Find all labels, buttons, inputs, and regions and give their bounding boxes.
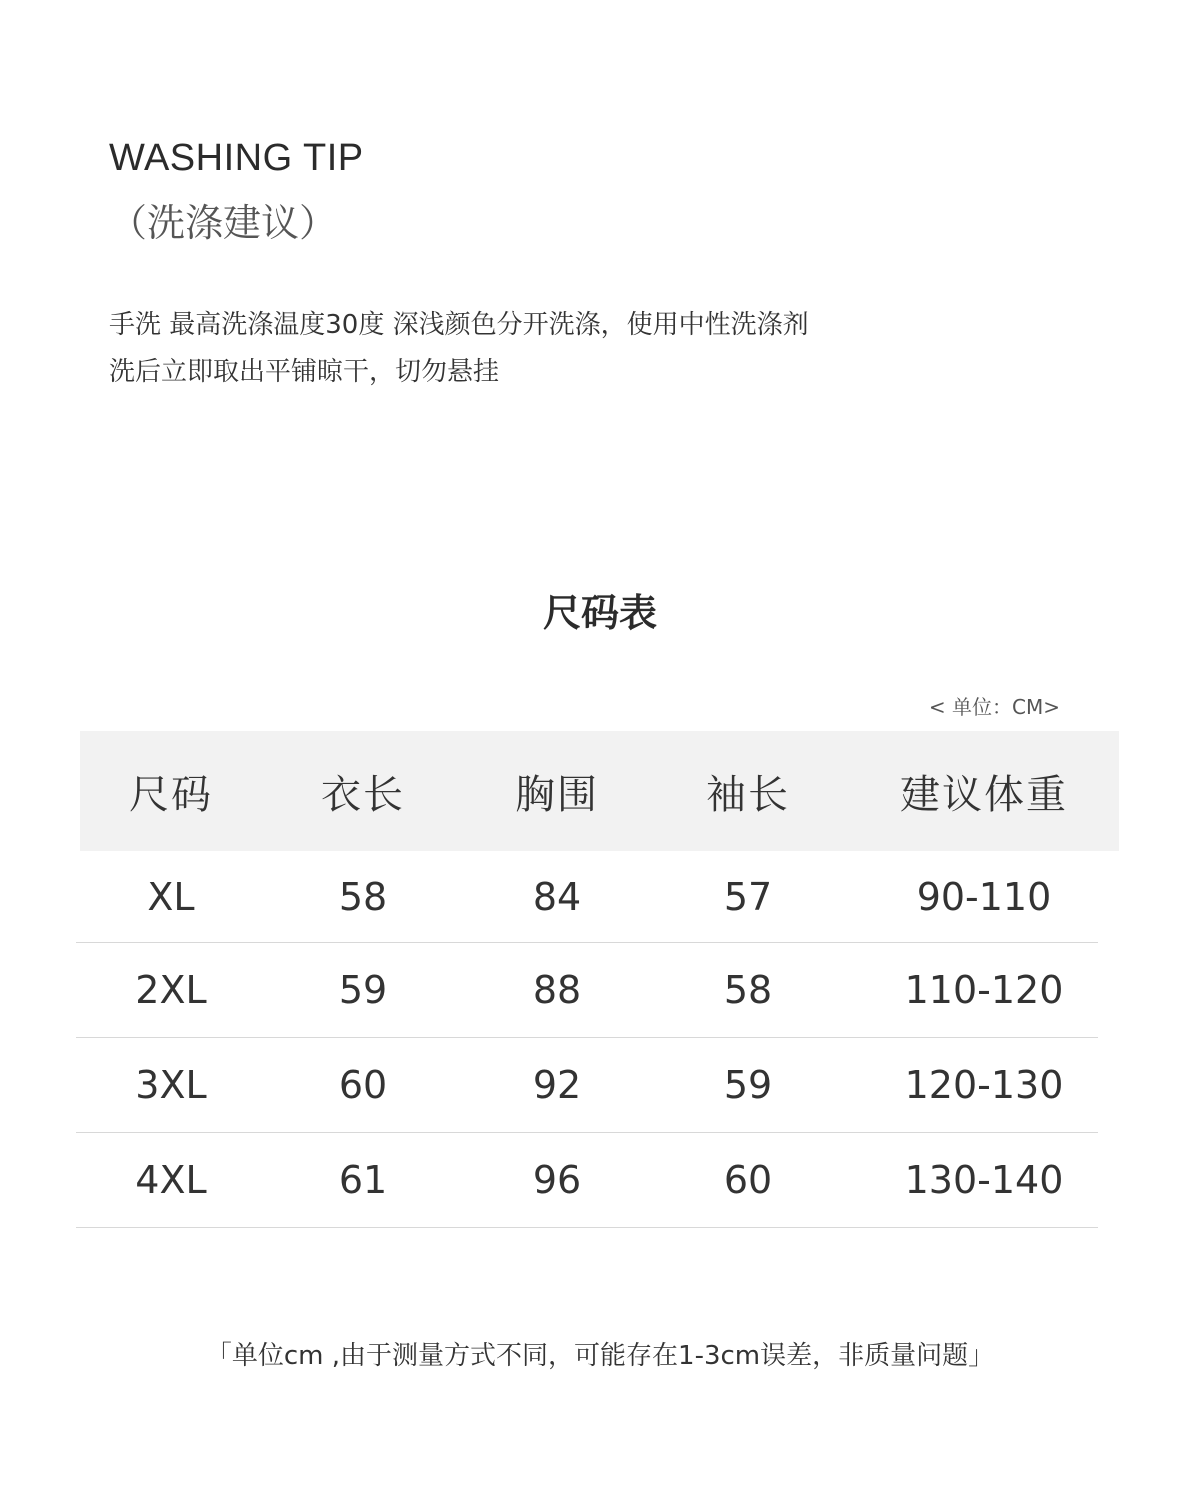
table-row bbox=[76, 1133, 1098, 1228]
table-header-row bbox=[80, 731, 1119, 851]
table-row bbox=[76, 943, 1098, 1038]
cell-sleeve: 58 bbox=[723, 968, 773, 1012]
cell-length: 60 bbox=[338, 1063, 388, 1107]
cell-sleeve: 57 bbox=[723, 874, 773, 919]
header-weight: 建议体重 bbox=[900, 771, 1068, 818]
cell-chest: 88 bbox=[532, 968, 582, 1012]
cell-weight: 120-130 bbox=[904, 1063, 1064, 1107]
header-size: 尺码 bbox=[129, 771, 213, 818]
size-chart-title: 尺码表 bbox=[542, 591, 657, 635]
washing-instructions bbox=[109, 302, 809, 396]
table-row bbox=[76, 851, 1098, 943]
cell-chest: 96 bbox=[532, 1158, 582, 1202]
cell-size: 2XL bbox=[135, 968, 207, 1012]
cell-length: 59 bbox=[338, 968, 388, 1012]
cell-size: 4XL bbox=[135, 1158, 207, 1202]
unit-note: < 单位：CM> bbox=[928, 695, 1060, 719]
cell-size: 3XL bbox=[135, 1063, 207, 1107]
cell-length: 58 bbox=[338, 874, 388, 919]
table-row bbox=[76, 1038, 1098, 1133]
washing-instruction-line: 洗后立即取出平铺晾干，切勿悬挂 bbox=[109, 357, 500, 387]
washing-instruction-line: 手洗 最高洗涤温度30度 深浅颜色分开洗涤，使用中性洗涤剂 bbox=[109, 310, 809, 340]
size-table bbox=[76, 731, 1119, 1228]
cell-sleeve: 60 bbox=[723, 1158, 773, 1202]
header-length: 衣长 bbox=[321, 771, 405, 818]
washing-tip-subtitle: （洗涤建议） bbox=[109, 201, 338, 245]
washing-tip-title: WASHING TIP bbox=[109, 137, 364, 179]
cell-weight: 110-120 bbox=[904, 968, 1064, 1012]
cell-size: XL bbox=[147, 874, 195, 919]
cell-chest: 92 bbox=[532, 1063, 582, 1107]
cell-weight: 90-110 bbox=[916, 874, 1052, 919]
cell-length: 61 bbox=[338, 1158, 388, 1202]
header-sleeve: 袖长 bbox=[706, 771, 790, 818]
cell-sleeve: 59 bbox=[723, 1063, 773, 1107]
cell-weight: 130-140 bbox=[904, 1158, 1064, 1202]
cell-chest: 84 bbox=[532, 874, 582, 919]
measurement-footnote: 「单位cm ,由于测量方式不同，可能存在1-3cm误差，非质量问题」 bbox=[205, 1341, 995, 1371]
header-chest: 胸围 bbox=[515, 771, 599, 818]
